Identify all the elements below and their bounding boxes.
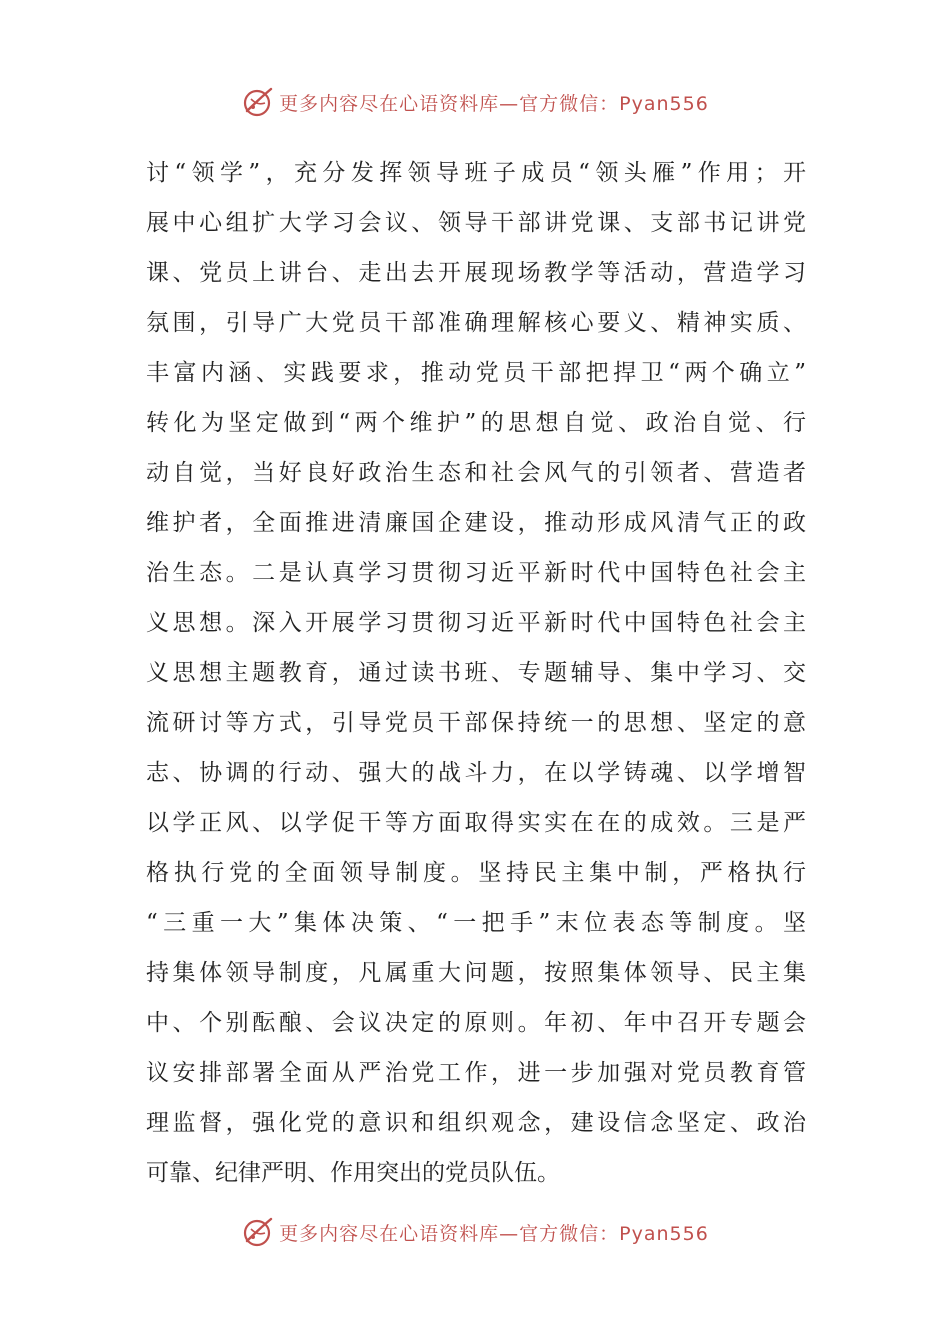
pen-emblem-icon <box>241 85 275 119</box>
footer-watermark <box>0 1214 950 1250</box>
body-line: 氛围，引导广大党员干部准确理解核心要义、精神实质、 <box>146 310 806 336</box>
body-line: 议安排部署全面从严治党工作，进一步加强对党员教育管 <box>146 1060 806 1086</box>
body-line: 讨“领学”，充分发挥领导班子成员“领头雁”作用；开 <box>146 160 806 186</box>
body-line: 转化为坚定做到“两个维护”的思想自觉、政治自觉、行 <box>146 410 806 436</box>
document-body <box>146 148 806 1198</box>
body-line: 持集体领导制度，凡属重大问题，按照集体领导、民主集 <box>146 960 806 986</box>
pen-emblem-icon <box>241 1215 275 1249</box>
body-line: 格执行党的全面领导制度。坚持民主集中制，严格执行 <box>146 860 806 886</box>
body-line: 义思想主题教育，通过读书班、专题辅导、集中学习、交 <box>146 660 806 686</box>
body-line: 义思想。深入开展学习贯彻习近平新时代中国特色社会主 <box>146 610 806 636</box>
body-line: 中、个别酝酿、会议决定的原则。年初、年中召开专题会 <box>146 1010 806 1036</box>
body-line: 动自觉，当好良好政治生态和社会风气的引领者、营造者 <box>146 460 806 486</box>
body-line: 志、协调的行动、强大的战斗力，在以学铸魂、以学增智 <box>146 760 806 786</box>
body-line: 课、党员上讲台、走出去开展现场教学等活动，营造学习 <box>146 260 806 286</box>
body-line: 可靠、纪律严明、作用突出的党员队伍。 <box>146 1160 560 1186</box>
footer-watermark-text: 更多内容尽在心语资料库—官方微信：Pyan556 <box>279 1222 709 1245</box>
body-line: 理监督，强化党的意识和组织观念，建设信念坚定、政治 <box>146 1110 806 1136</box>
header-watermark-text: 更多内容尽在心语资料库—官方微信：Pyan556 <box>279 92 709 115</box>
header-watermark <box>0 84 950 120</box>
body-line: 维护者，全面推进清廉国企建设，推动形成风清气正的政 <box>146 510 806 536</box>
body-line: 展中心组扩大学习会议、领导干部讲党课、支部书记讲党 <box>146 210 806 236</box>
body-line: 治生态。二是认真学习贯彻习近平新时代中国特色社会主 <box>146 560 806 586</box>
body-line: “三重一大”集体决策、“一把手”末位表态等制度。坚 <box>146 910 806 936</box>
body-line: 丰富内涵、实践要求，推动党员干部把捍卫“两个确立” <box>146 360 806 386</box>
body-line: 以学正风、以学促干等方面取得实实在在的成效。三是严 <box>146 810 806 836</box>
body-line: 流研讨等方式，引导党员干部保持统一的思想、坚定的意 <box>146 710 806 736</box>
